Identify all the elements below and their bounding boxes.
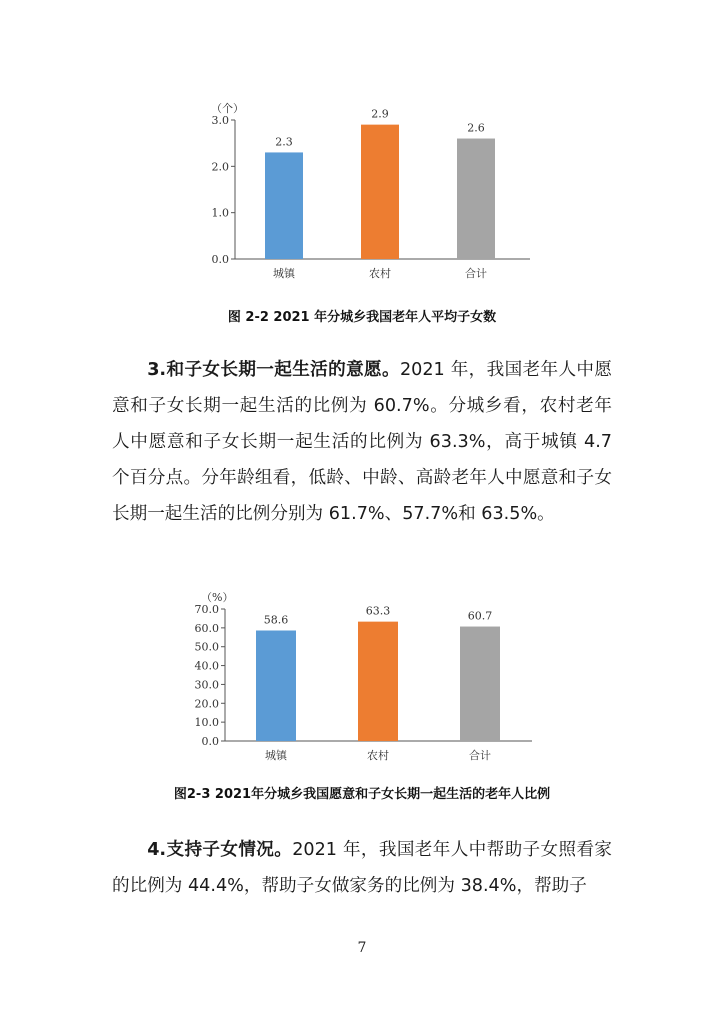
y-tick-label: 40.0 [194, 659, 219, 673]
section-4-paragraph [112, 832, 612, 904]
y-tick-label: 10.0 [194, 716, 219, 730]
category-label-1: 城镇 [273, 267, 295, 280]
y-tick-label: 50.0 [194, 640, 219, 654]
y-tick-label: 70.0 [194, 603, 219, 616]
section-3-paragraph [112, 352, 612, 532]
y-tick-label: 2.0 [211, 160, 229, 174]
y-unit-label: （%） [201, 591, 234, 604]
y-unit-label: （个） [211, 102, 244, 115]
bar-1 [265, 152, 303, 259]
data-label-2: 2.9 [371, 107, 389, 121]
bar-3 [457, 139, 495, 259]
section-4-text: 2021 年，我国老年人中帮助子女照看家的比例为 44.4%，帮助子女做家务的比例为 38.4%，帮助子 [112, 840, 612, 896]
y-tick-label: 3.0 [211, 114, 229, 127]
category-label-3: 合计 [465, 267, 487, 280]
data-label-2: 63.3 [365, 604, 391, 618]
data-label-1: 2.3 [275, 135, 293, 149]
y-tick-label: 0.0 [211, 253, 229, 266]
bar-1 [256, 630, 296, 741]
y-tick-label: 20.0 [194, 697, 219, 711]
category-label-2: 农村 [369, 267, 391, 280]
section-3-text: 2021 年，我国老年人中愿意和子女长期一起生活的比例为 60.7%。分城乡看，农村老年人中愿意和子女长期一起生活的比例为 63.3%，高于城镇 4.7 个百分点。分年龄组看，低龄、中龄、高龄老年人中愿意和子女长期一起生活的比例分别为 61.7%、57.7%和 63.5%。 [112, 360, 612, 524]
category-label-3: 合计 [469, 749, 491, 762]
y-tick-label: 0.0 [201, 735, 219, 748]
bar-3 [460, 627, 500, 741]
page-number: 7 [357, 940, 367, 956]
y-tick-label: 60.0 [194, 621, 219, 635]
category-label-1: 城镇 [265, 749, 287, 762]
figure-caption-2-3: 图2-3 2021年分城乡我国愿意和子女长期一起生活的老年人比例 [173, 787, 551, 802]
average-children-bar-chart [0, 95, 724, 295]
data-label-1: 58.6 [263, 613, 289, 627]
section-4-heading: 4.支持子女情况。 [147, 840, 293, 860]
section-3-heading: 3.和子女长期一起生活的意愿。 [147, 360, 400, 380]
data-label-3: 2.6 [467, 121, 485, 135]
y-tick-label: 30.0 [194, 678, 219, 692]
category-label-2: 农村 [367, 749, 389, 762]
bar-2 [358, 622, 398, 741]
willing-to-live-with-children-bar-chart [0, 582, 724, 772]
bar-2 [361, 125, 399, 259]
figure-caption-2-2: 图 2-2 2021 年分城乡我国老年人平均子女数 [227, 310, 497, 325]
y-tick-label: 1.0 [211, 206, 229, 220]
data-label-3: 60.7 [467, 609, 493, 623]
